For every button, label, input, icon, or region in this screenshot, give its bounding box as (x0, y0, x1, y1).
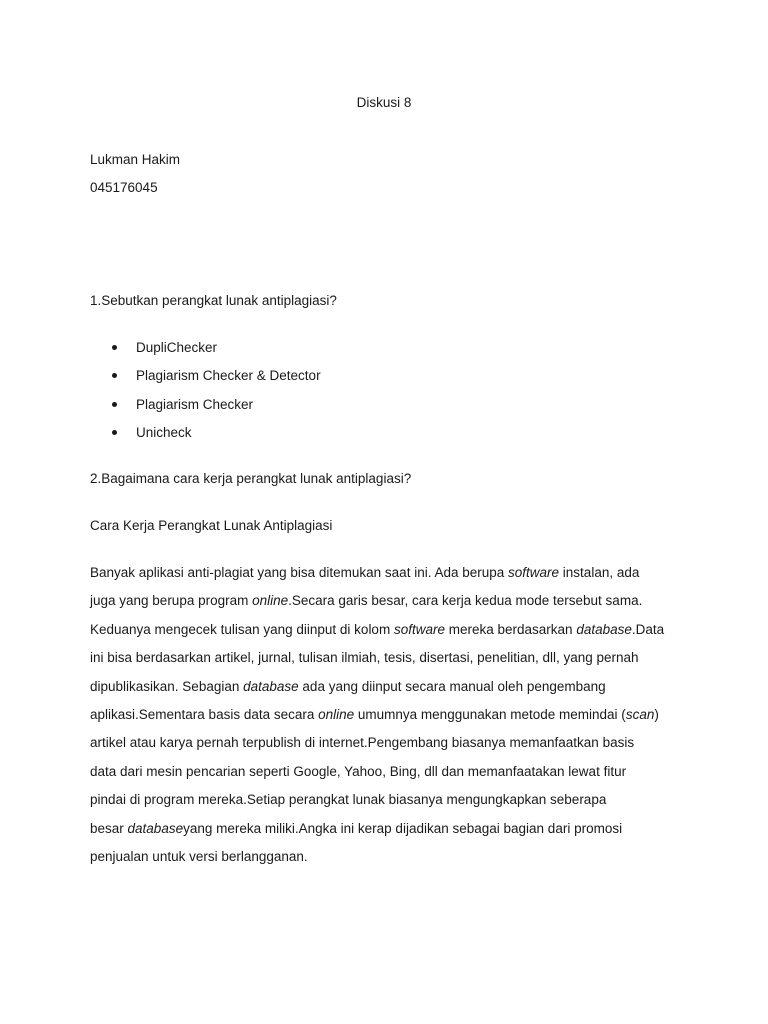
bullet-icon (112, 373, 117, 378)
paragraph-line (90, 791, 690, 819)
list-item-label: Plagiarism Checker (136, 396, 254, 412)
text-run: yang mereka miliki.Angka ini kerap dijadikan sebagai bagian dari promosi (183, 820, 623, 836)
text-run: aplikasi.Sementara basis data secara (90, 706, 319, 722)
paragraph-line (90, 564, 690, 592)
question-1: 1.Sebutkan perangkat lunak antiplagiasi? (90, 293, 337, 308)
page-title: Diskusi 8 (356, 95, 412, 110)
author-name: Lukman Hakim (90, 152, 181, 167)
text-run: penjualan untuk versi berlangganan. (90, 848, 308, 864)
text-run: pindai di program mereka.Setiap perangkat lunak biasanya mengungkapkan seberapa (90, 792, 607, 808)
text-run: instalan, ada (559, 565, 640, 580)
text-run: juga yang berupa program (90, 593, 253, 609)
bullet-icon (112, 402, 117, 407)
list-item-label: DupliChecker (136, 340, 218, 355)
list-item-label: Unicheck (136, 424, 192, 440)
question-2: 2.Bagaimana cara kerja perangkat lunak antiplagiasi? (90, 471, 412, 486)
paragraph-line (90, 763, 690, 791)
italic-term: database (127, 820, 184, 836)
italic-term: database (243, 678, 299, 694)
text-run: data dari mesin pencarian seperti Google, Yahoo, Bing, dll dan memanfaatakan lewat fitur (90, 763, 627, 779)
paragraph-line (90, 734, 690, 762)
text-run: ini bisa berdasarkan artikel, jurnal, tulisan ilmiah, tesis, disertasi, penelitian, dll, yang pernah (90, 650, 639, 666)
text-run: ada yang diinput secara manual oleh pengembang (298, 678, 606, 694)
italic-term: scan (625, 706, 655, 722)
text-run: Banyak aplikasi anti-plagiat yang bisa ditemukan saat ini. Ada berupa (90, 565, 509, 580)
paragraph-line (90, 848, 690, 876)
paragraph-line (90, 592, 690, 620)
tool-list (110, 339, 321, 452)
paragraph-line (90, 678, 690, 706)
italic-term: database (576, 621, 632, 637)
text-run: ) (654, 706, 659, 722)
list-item (110, 424, 321, 452)
list-item-label: Plagiarism Checker & Detector (136, 368, 321, 384)
text-run: mereka berdasarkan (444, 621, 577, 637)
text-run: umumnya menggunakan metode memindai ( (354, 706, 626, 722)
text-run: Keduanya mengecek tulisan yang diinput di kolom (90, 621, 394, 637)
paragraph-line (90, 649, 690, 677)
paragraph-line (90, 621, 690, 649)
text-run: besar (90, 820, 128, 836)
bullet-icon (112, 430, 117, 435)
italic-term: online (252, 593, 289, 609)
italic-term: online (318, 706, 355, 722)
list-item (110, 339, 321, 367)
text-run: artikel atau karya pernah terpublish di internet.Pengembang biasanya memanfaatkan basis (90, 735, 635, 751)
author-id: 045176045 (90, 180, 158, 195)
text-run: .Secara garis besar, cara kerja kedua mode tersebut sama. (288, 593, 643, 609)
text-run: .Data (631, 621, 665, 637)
paragraph-line (90, 820, 690, 848)
text-run: dipublikasikan. Sebagian (90, 678, 244, 694)
paragraph-line (90, 706, 690, 734)
body-paragraph (90, 564, 690, 876)
italic-term: software (393, 621, 445, 637)
list-item (110, 396, 321, 424)
section-subheading: Cara Kerja Perangkat Lunak Antiplagiasi (90, 518, 333, 533)
bullet-icon (112, 345, 117, 350)
italic-term: software (508, 565, 560, 580)
list-item (110, 367, 321, 395)
